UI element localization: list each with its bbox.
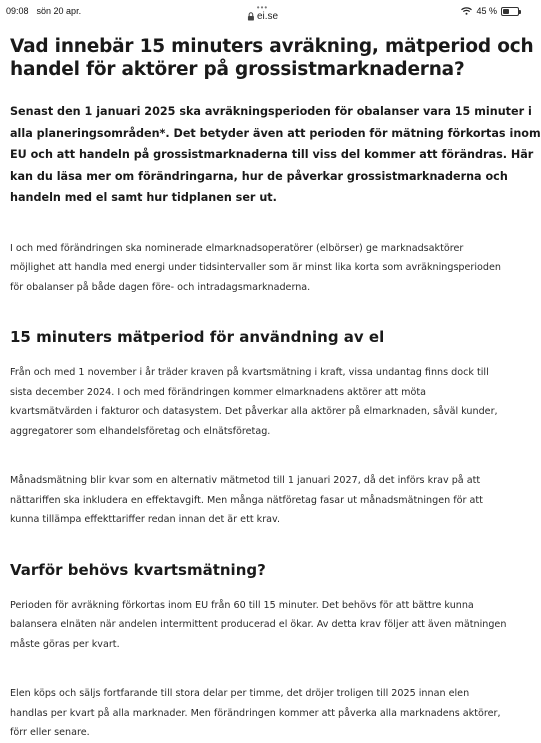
text-line: sista december 2024. I och med förändringen kommer elmarknadens aktörer att möta [10,386,427,398]
article [0,22,541,743]
text-line: Perioden för avräkning förkortas inom EU från 60 till 15 minuter. Det behövs för att bättre kunna [10,599,474,611]
text-line: alla planeringsområden*. Det betyder även att perioden för mätning förkortas inom [10,126,541,140]
section-heading-measurement: 15 minuters mätperiod för användning av el [10,328,385,346]
status-date: sön 20 apr. [36,6,82,16]
text-line: handeln med el samt hur tidplanen ser ut. [10,191,277,204]
text-line: I och med förändringen ska nominerade elmarknadsoperatörer (elbörser) ge marknadsaktörer [10,242,464,254]
text-line: aggregatorer som elhandelsföretag och elnätsföretag. [10,425,271,437]
text-line: måste göras per kvart. [10,638,120,650]
text-line: Månadsmätning blir kvar som en alternativ mätmetod till 1 januari 2027, då det införs krav på att [10,475,481,486]
multitask-dots-icon[interactable]: ••• [256,3,269,12]
battery-fill [503,9,509,14]
text-line: kvartsmätvärden i fakturor och datasystem. Det påverkar alla aktörer på elmarknaden, såväl kunder, [10,406,498,417]
status-left [6,6,81,16]
text-line: Vad innebär 15 minuters avräkning, mätperiod och [10,36,534,57]
page-title [10,35,534,81]
section-heading-why: Varför behövs kvartsmätning? [10,560,266,579]
text-line: förr eller senare. [10,727,90,738]
address-bar[interactable] [247,11,278,22]
status-bar [0,0,525,22]
text-line: kunna tillämpa effekttariffer redan innan det är ett krav. [10,514,281,525]
text-line: Från och med 1 november i år träder kraven på kvartsmätning i kraft, vissa undantag finns dock till [10,367,489,378]
url-text: ei.se [256,11,279,22]
text-line: handel för aktörer på grossistmarknaderna? [10,59,465,80]
why-paragraph-2 [10,684,515,743]
measurement-paragraph-1 [10,363,515,441]
text-line: kan du läsa mer om förändringarna, hur de påverkar grossistmarknaderna och [10,169,508,183]
intro-paragraph [10,239,515,298]
text-line: EU och att handeln på grossistmarknaderna till viss del kommer att förändras. Här [10,148,534,161]
article-lead [10,101,541,209]
text-line: möjlighet att handla med energi under tidsintervaller som är minst lika korta som avräkningsperioden [10,262,501,273]
measurement-paragraph-2 [10,471,515,530]
text-line: balansera elnäten när andelen intermittent producerad el ökar. Av detta krav följer att även mätningen [10,619,507,630]
status-time: 09:08 [6,6,29,16]
battery-icon [501,7,519,16]
text-line: handlas per kvart på alla marknader. Men förändringen kommer att påverka alla marknadens aktörer, [10,707,501,719]
text-line: Senast den 1 januari 2025 ska avräkningsperioden för obalanser vara 15 minuter i [10,105,532,118]
battery-percent: 45 % [476,6,497,16]
text-line: Elen köps och säljs fortfarande till stora delar per timme, det dröjer troligen till 2025 innan elen [10,688,470,699]
status-right [461,6,519,16]
why-paragraph-1 [10,596,515,655]
wifi-icon [461,7,472,15]
text-line: nättariffen ska inkludera en effektavgift. Men många nätföretag fasar ut månadsmätningen för att [10,494,483,506]
text-line: för obalanser på både dagen före- och intradagsmarknaderna. [10,281,311,293]
lock-icon [247,12,254,21]
